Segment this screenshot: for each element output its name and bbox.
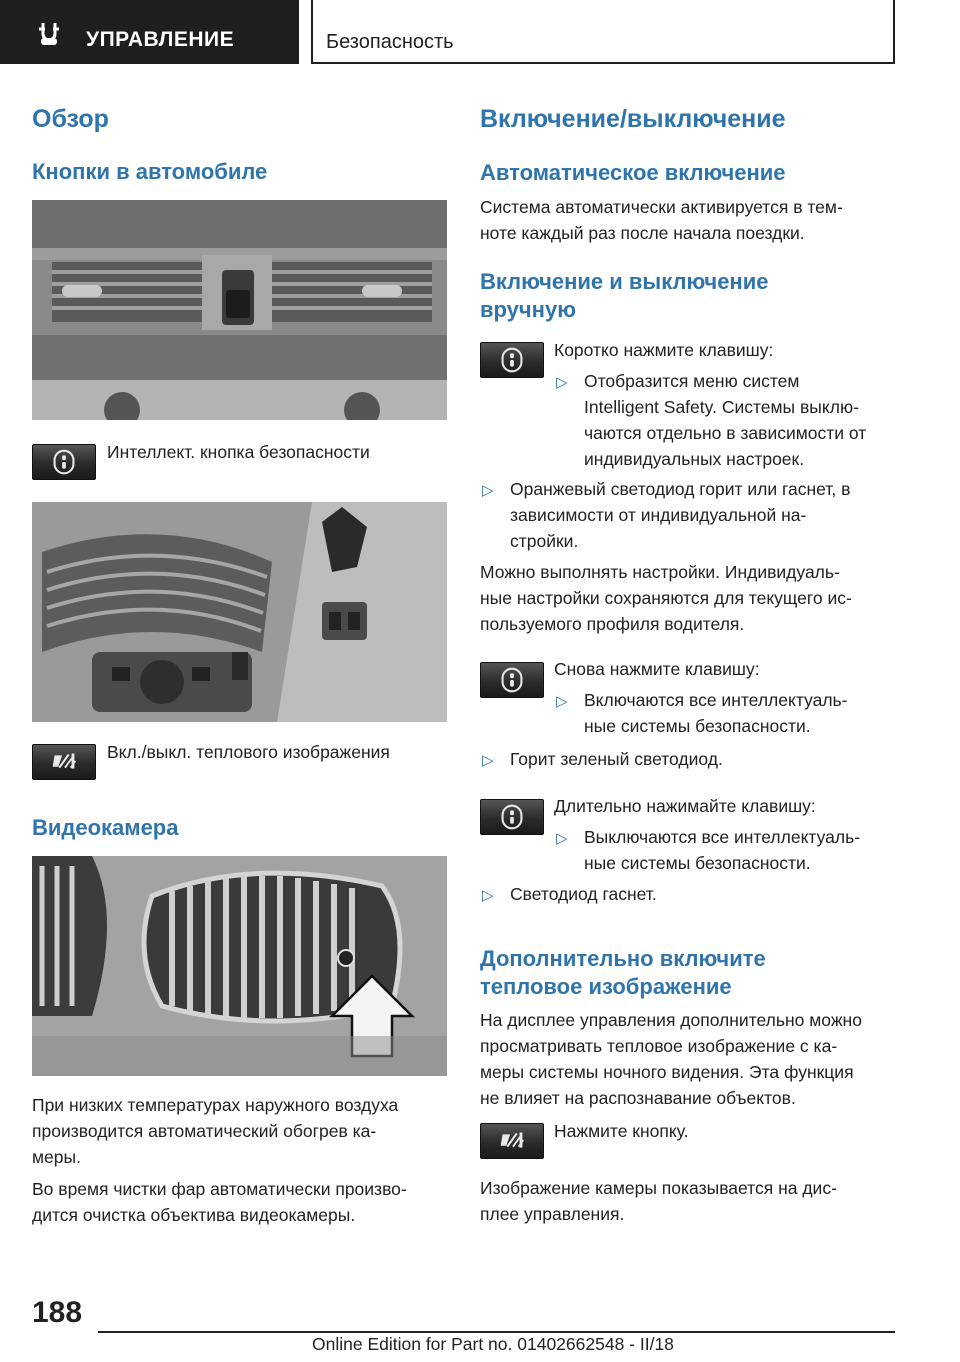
triangle-bullet-icon: ▷ (556, 374, 568, 391)
camera-heating-line: меры. (32, 1147, 81, 1167)
thermal-line: просматривать тепловое изображение с ка- (480, 1036, 838, 1056)
intelligent-safety-icon (32, 444, 96, 480)
lens-cleaning-line: Во время чистки фар автоматически произво- (32, 1179, 407, 1199)
settings-paragraph (480, 559, 852, 637)
short-bullet-menu (584, 368, 866, 472)
again-bullet-green: Горит зеленый светодиод. (510, 749, 723, 769)
footer-divider (98, 1331, 895, 1333)
triangle-bullet-icon: ▷ (556, 693, 568, 710)
on-off-heading: Включение/выключение (480, 105, 786, 133)
display-line: плее управления. (480, 1204, 625, 1224)
thermal-line: На дисплее управления дополнительно можно (480, 1010, 862, 1030)
again-bullet-on (584, 687, 848, 739)
auto-on-line: Система автоматически активируется в тем- (480, 197, 843, 217)
manual-heading (480, 268, 768, 324)
settings-line: пользуемого профиля водителя. (480, 614, 745, 634)
short-bullet-menu-line: Intelligent Safety. Системы выклю- (584, 397, 859, 417)
short-bullet-led-line: зависимости от индивидуальной на- (510, 505, 807, 525)
display-paragraph (480, 1175, 837, 1227)
short-bullet-menu-line: Отобразится меню систем (584, 371, 800, 391)
buttons-heading: Кнопки в автомобиле (32, 159, 268, 184)
short-bullet-led-line: стройки. (510, 531, 579, 551)
intelligent-safety-icon (480, 662, 544, 698)
press-button-text: Нажмите кнопку. (554, 1121, 689, 1141)
lens-cleaning-paragraph (32, 1176, 407, 1228)
again-bullet-on-line: Включаются все интеллектуаль- (584, 690, 848, 710)
short-bullet-menu-line: чаются отдельно в зависимости от (584, 423, 867, 443)
manual-heading-line: Включение и выключение (480, 269, 769, 294)
light-panel-photo (32, 502, 447, 722)
short-bullet-menu-line: индивидуальных настроек. (584, 449, 805, 469)
steering-wheel-icon (34, 20, 64, 46)
short-bullet-led (510, 476, 850, 554)
again-bullet-on-line: ные системы безопасности. (584, 716, 811, 736)
overview-heading: Обзор (32, 105, 109, 133)
triangle-bullet-icon: ▷ (482, 752, 494, 769)
short-bullet-led-line: Оранжевый светодиод горит или гаснет, в (510, 479, 851, 499)
dashboard-photo (32, 200, 447, 420)
thermal-paragraph (480, 1007, 862, 1111)
triangle-bullet-icon: ▷ (556, 830, 568, 847)
manual-heading-line: вручную (480, 297, 576, 322)
press-short-text: Коротко нажмите клавишу: (554, 340, 774, 360)
edition-footer: Online Edition for Part no. 01402662548 - II/18 (312, 1334, 674, 1354)
long-bullet-off-line: Выключаются все интеллектуаль- (584, 827, 861, 847)
auto-on-line: ноте каждый раз после начала поездки. (480, 223, 805, 243)
intelligent-safety-icon (480, 342, 544, 378)
thermal-heading-line: Дополнительно включите (480, 946, 766, 971)
camera-heating-line: производится автоматический обогрев ка- (32, 1121, 377, 1141)
intelligent-safety-icon (480, 799, 544, 835)
settings-line: Можно выполнять настройки. Индивидуаль- (480, 562, 840, 582)
long-bullet-off-line: ные системы безопасности. (584, 853, 811, 873)
thermal-line: не влияет на распознавание объектов. (480, 1088, 796, 1108)
triangle-bullet-icon: ▷ (482, 887, 494, 904)
thermal-button-caption: Вкл./выкл. теплового изображения (107, 742, 390, 762)
triangle-bullet-icon: ▷ (482, 482, 494, 499)
page-number: 188 (32, 1296, 83, 1329)
press-long-text: Длительно нажимайте клавишу: (554, 796, 816, 816)
long-bullet-led-off: Светодиод гаснет. (510, 884, 657, 904)
auto-on-heading: Автоматическое включение (480, 160, 786, 185)
thermal-heading-line: тепловое изображение (480, 974, 732, 999)
auto-on-paragraph (480, 194, 843, 246)
settings-line: ные настройки сохраняются для текущего ис- (480, 588, 852, 608)
section-title: УПРАВЛЕНИЕ (86, 28, 235, 51)
thermal-heading (480, 945, 766, 1001)
press-again-text: Снова нажмите клавишу: (554, 659, 760, 679)
safety-button-caption: Интеллект. кнопка безопасности (107, 442, 370, 462)
camera-heating-line: При низких температурах наружного воздуха (32, 1095, 399, 1115)
lens-cleaning-line: дится очистка объектива видеокамеры. (32, 1205, 356, 1225)
thermal-line: меры системы ночного видения. Эта функция (480, 1062, 854, 1082)
camera-heating-paragraph (32, 1092, 398, 1170)
long-bullet-off (584, 824, 860, 876)
topic-title: Безопасность (326, 31, 454, 53)
night-vision-icon (480, 1123, 544, 1159)
display-line: Изображение камеры показывается на дис- (480, 1178, 837, 1198)
night-vision-icon (32, 744, 96, 780)
grille-camera-photo (32, 856, 447, 1076)
camera-heading: Видеокамера (32, 815, 179, 840)
